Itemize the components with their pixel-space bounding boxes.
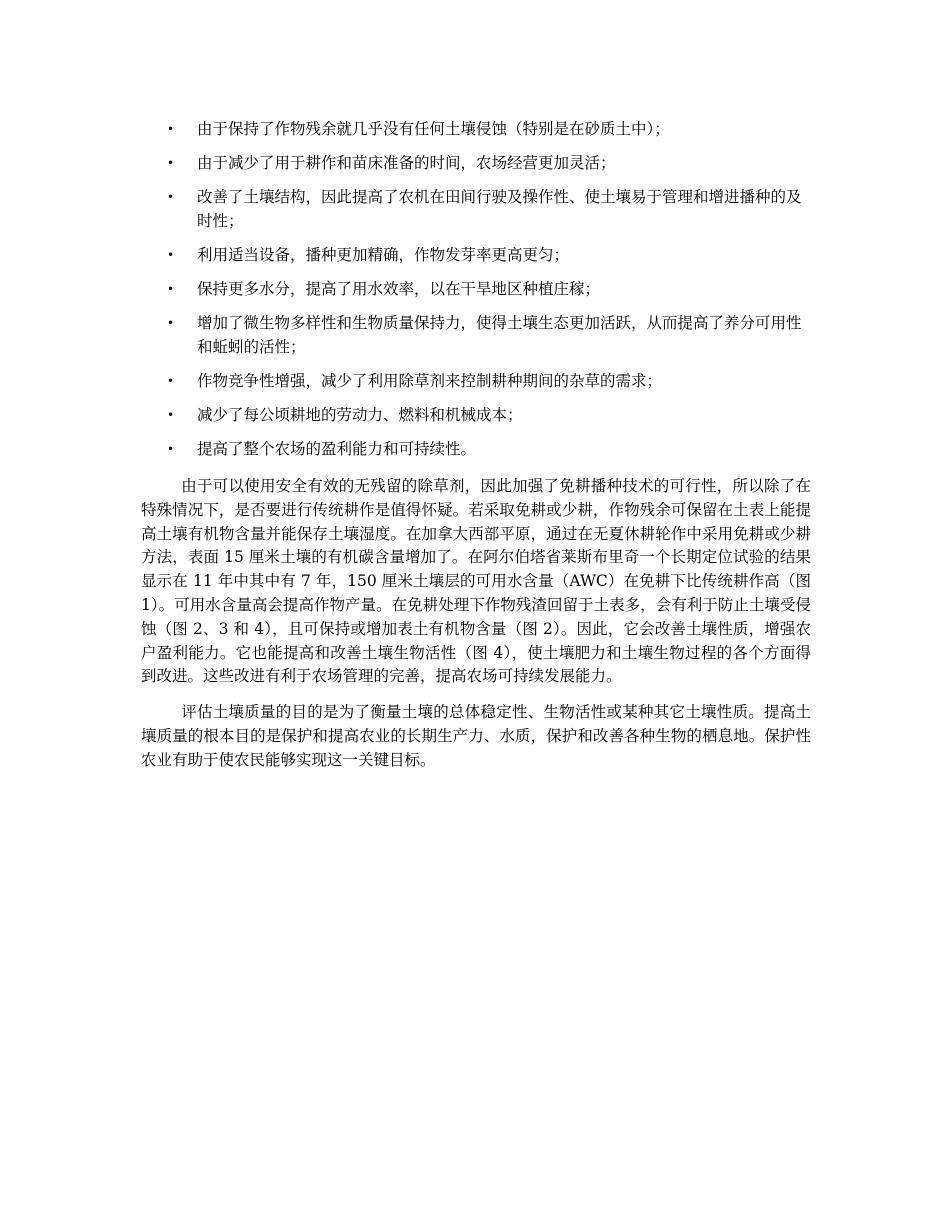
list-item-text: 由于减少了用于耕作和苗床准备的时间，农场经营更加灵活；: [197, 154, 616, 172]
list-item: [141, 403, 811, 427]
bullet-icon: •: [167, 190, 175, 204]
bullet-icon: •: [167, 408, 175, 422]
list-item-text: 改善了土壤结构，因此提高了农机在田间行驶及操作性、使土壤易于管理和增进播种的及时性；: [197, 188, 802, 230]
bullet-icon: •: [167, 122, 175, 136]
bullet-icon: •: [167, 248, 175, 262]
bullet-icon: •: [167, 156, 175, 170]
list-item: [141, 185, 811, 233]
list-item: [141, 437, 811, 461]
body-paragraph-tillage: 由于可以使用安全有效的无残留的除草剂，因此加强了免耕播种技术的可行性，所以除了在特殊情况下，是否要进行传统耕作是值得怀疑。若采取免耕或少耕，作物残余可保留在土表上能提高土壤有机物含量并能保存土壤湿度。在加拿大西部平原，通过在无夏休耕轮作中采用免耕或少耕方法，表面 15 厘米土壤的有机碳含量增加了。在阿尔伯塔省莱斯布里奇一个长期定位试验的结果显示在 11 年中其中有 7 年，150 厘米土壤层的可用水含量（AWC）在免耕下比传统耕作高（图 1）。可用水含量高会提高作物产量。在免耕处理下作物残渣回留于土表多，会有利于防止土壤受侵蚀（图 2、3 和 4），且可保持或增加表土有机物含量（图 2）。因此，它会改善土壤性质，增强农户盈利能力。它也能提高和改善土壤生物活性（图 4），使土壤肥力和土壤生物过程的各个方面得到改进。这些改进有利于农场管理的完善，提高农场可持续发展能力。: [141, 477, 811, 686]
list-item: [141, 311, 811, 359]
list-item-text: 增加了微生物多样性和生物质量保持力，使得土壤生态更加活跃，从而提高了养分可用性和蚯蚓的活性；: [197, 314, 802, 356]
list-item-text: 减少了每公顷耕地的劳动力、燃料和机械成本；: [197, 406, 523, 424]
benefits-list: [141, 117, 811, 461]
list-item-text: 提高了整个农场的盈利能力和可持续性。: [197, 440, 477, 458]
list-item: [141, 117, 811, 141]
list-item-text: 作物竞争性增强，减少了利用除草剂来控制耕种期间的杂草的需求；: [197, 372, 663, 390]
bullet-icon: •: [167, 316, 175, 330]
list-item-text: 利用适当设备，播种更加精确，作物发芽率更高更匀；: [197, 246, 570, 264]
list-item: [141, 151, 811, 175]
bullet-icon: •: [167, 442, 175, 456]
bullet-icon: •: [167, 282, 175, 296]
list-item-text: 保持更多水分，提高了用水效率，以在干旱地区种植庄稼；: [197, 280, 601, 298]
body-paragraph-soil-quality: 评估土壤质量的目的是为了衡量土壤的总体稳定性、生物活性或某种其它土壤性质。提高土壤质量的根本目的是保护和提高农业的长期生产力、水质，保护和改善各种生物的栖息地。保护性农业有助于使农民能够实现这一关键目标。: [141, 703, 811, 769]
list-item-text: 由于保持了作物残余就几乎没有任何土壤侵蚀（特别是在砂质土中）；: [197, 120, 670, 138]
list-item: [141, 277, 811, 301]
bullet-icon: •: [167, 374, 175, 388]
page-content: [141, 117, 811, 773]
list-item: [141, 243, 811, 267]
list-item: [141, 369, 811, 393]
